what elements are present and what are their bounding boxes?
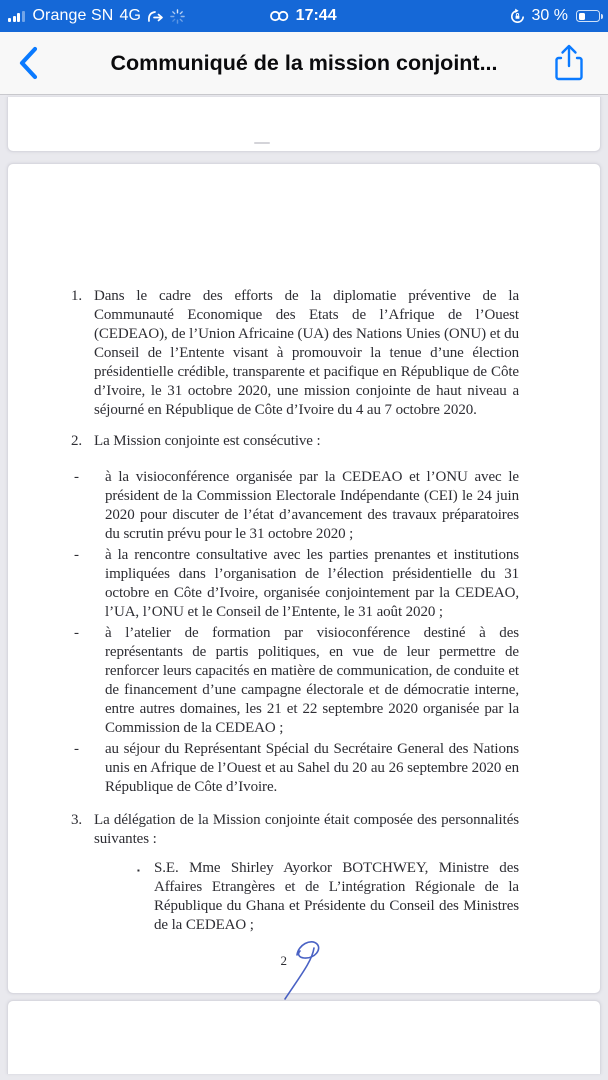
personal-hotspot-icon [269,10,290,22]
list-item-2 [70,432,519,451]
orientation-lock-icon [509,8,526,25]
status-bar [0,0,608,32]
list-item-3 [70,811,519,849]
list-item-text: La Mission conjointe est consécutive : [94,433,321,449]
list-marker: 2. [71,433,83,449]
carrier-label: Orange SN [32,7,114,24]
loading-spinner-icon [170,9,185,24]
page-previous-footer-mark [254,142,270,144]
page-next [7,1000,601,1074]
bullet-item-text: à l’atelier de formation par visioconférence destiné à des représentants de partis politiques, en vue de leur permettre de renforcer leurs capacités en matière de communication, de conduite et de financement d’une campagne électorale et de démocratie interne, entre autres domaines, les 21 et 22 septembre 2020 organisée par la Commission de la CEDEAO ; [105,625,519,736]
dash-marker: - [74,625,79,641]
clock: 17:44 [295,7,337,24]
bullet-item-4 [70,740,519,797]
page-current [7,163,601,994]
battery-percent-label: 30 % [531,7,568,24]
dash-marker: - [74,469,79,485]
list-item-text: La délégation de la Mission conjointe était composée des personnalités suivantes : [94,812,519,847]
bullet-item-text: à la visioconférence organisée par la CEDEAO et l’ONU avec le président de la Commission Electorale Indépendante (CEI) le 24 juin 2020 pour discuter de l’état d’avancement des travaux préparatoires du scrutin prévu pour le 31 octobre 2020 ; [105,469,519,542]
network-type-label: 4G [119,7,141,24]
back-button[interactable] [10,46,46,82]
bullet-item-text: au séjour du Représentant Spécial du Secrétaire General des Nations unis en Afrique de l’Ouest et au Sahel du 20 au 26 septembre 2020 en République de Côte d’Ivoire. [105,741,519,795]
page-number: 2 [280,953,287,968]
bullet-item-3 [70,624,519,738]
sub-bullet-item-1 [70,859,519,935]
share-icon [554,44,584,82]
list-item-1 [70,287,519,420]
chevron-left-icon [17,46,39,80]
bullet-item-1 [70,468,519,544]
navigation-bar [0,32,608,95]
page-footer [70,939,519,1009]
document-scroll-area[interactable] [0,95,608,1080]
call-forwarding-icon [147,10,164,23]
bullet-item-2 [70,546,519,622]
page-previous [7,97,601,152]
share-button[interactable] [552,44,586,84]
status-bar-center [269,0,337,32]
signal-strength-icon [8,10,25,22]
document-text [70,287,519,1009]
bullet-item-text: à la rencontre consultative avec les parties prenantes et institutions impliquées dans l’organisation de l’élection présidentielle du 31 octobre en Côte d’Ivoire, organisée conjointement par la CEDEAO, l’UA, l’ONU et le Conseil de l’Entente, le 31 août 2020 ; [105,547,519,620]
document-title: Communiqué de la mission conjoint... [110,50,498,75]
list-item-text: Dans le cadre des efforts de la diplomatie préventive de la Communauté Economique des Etats de l’Afrique de l’Ouest (CEDEAO), de l’Union Africaine (UA) des Nations Unies (ONU) et du Conseil de l’Entente visant à promouvoir la tenue d’une élection présidentielle crédible, transparente et pacifique en République de Côte d’Ivoire, le 31 octobre 2020, une mission conjointe de haut niveau a séjourné en République de Côte d’Ivoire du 4 au 7 octobre 2020. [94,288,519,418]
sub-bullet-item-text: S.E. Mme Shirley Ayorkor BOTCHWEY, Ministre des Affaires Etrangères et de L’intégration Régionale de la République du Ghana et Présidente du Conseil des Ministres de la CEDEAO ; [154,860,519,933]
status-bar-left [8,7,185,25]
dash-marker: - [74,547,79,563]
list-marker: 3. [71,812,83,828]
dash-marker: - [74,741,79,757]
handwritten-signature [271,935,329,1003]
square-bullet-marker: ▪ [137,866,140,875]
battery-icon [576,10,600,22]
list-marker: 1. [71,288,83,304]
status-bar-right [509,7,600,25]
